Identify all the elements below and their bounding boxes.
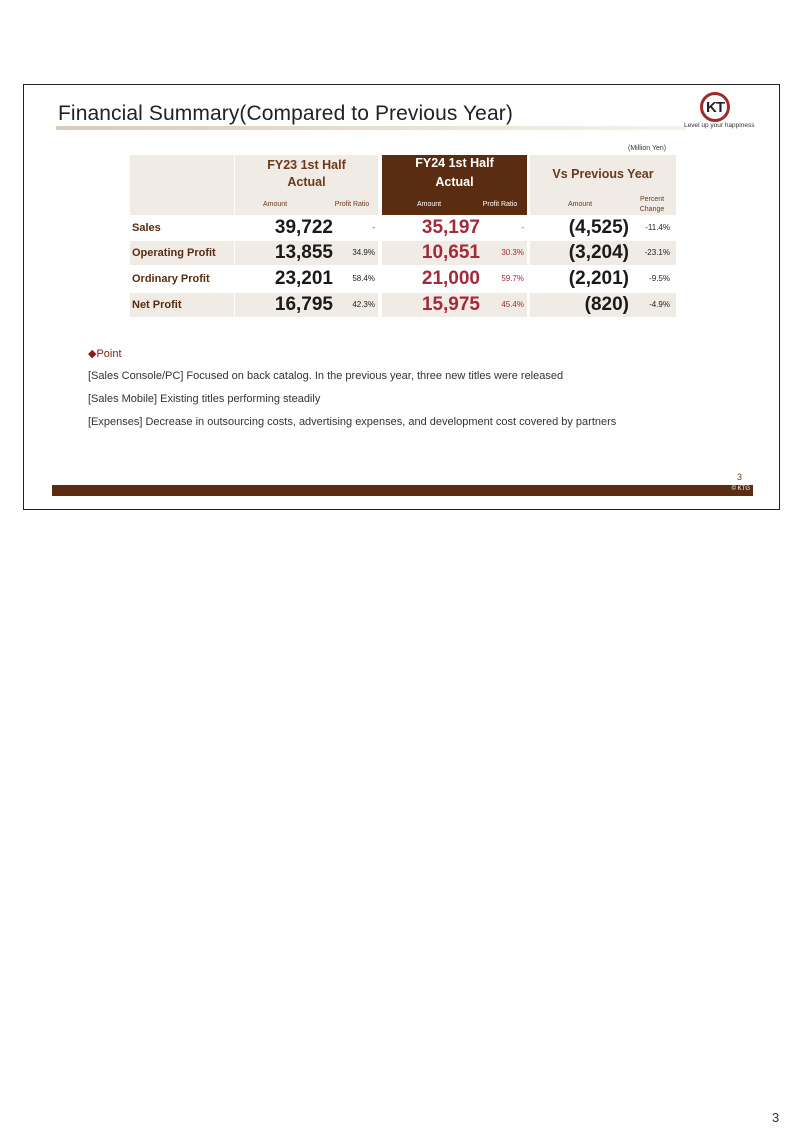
fy24-amount: 15,975 [421, 294, 480, 315]
fy23-amount: 39,722 [274, 217, 333, 238]
fy23-amount-header: Amount [262, 201, 288, 208]
vs-amount: (3,204) [568, 242, 629, 263]
slide-title: Financial Summary(Compared to Previous Year) [58, 102, 513, 125]
fy24-amount: 35,197 [421, 217, 480, 238]
vs-percent: -4.9% [649, 300, 670, 309]
vs-amount: (2,201) [568, 268, 629, 289]
point-line-expenses: [Expenses] Decrease in outsourcing costs, advertising expenses, and development cost covered by partners [88, 416, 617, 428]
fy23-ratio: - [372, 223, 375, 232]
vs-percent-header: Percent [639, 196, 665, 203]
fy24-ratio: 45.4% [501, 300, 524, 309]
fy23-title: FY23 1st Half [267, 158, 346, 172]
fy23-ratio: 34.9% [352, 248, 375, 257]
point-line-sales-mobile: [Sales Mobile] Existing titles performing steadily [88, 393, 321, 405]
fy24-ratio-header: Profit Ratio [482, 201, 518, 208]
copyright: © KTG [731, 486, 750, 492]
table-row [130, 216, 676, 240]
fy23-ratio: 58.4% [352, 274, 375, 283]
vs-change-header: Change [639, 206, 665, 213]
row-label: Operating Profit [132, 247, 216, 259]
header-blank [130, 155, 234, 215]
footer-bar [52, 485, 753, 496]
header-fy23 [235, 155, 378, 215]
vs-percent: -11.4% [645, 223, 670, 232]
fy24-amount-header: Amount [416, 201, 442, 208]
table-row [130, 241, 676, 265]
table-row [130, 293, 676, 317]
vs-percent: -9.5% [649, 274, 670, 283]
fy24-title: FY24 1st Half [415, 156, 494, 170]
fy24-ratio: - [521, 223, 524, 232]
header-vs [530, 155, 676, 215]
row-label: Ordinary Profit [132, 273, 210, 285]
title-underline [56, 126, 686, 130]
slide [23, 84, 780, 510]
fy23-amount: 23,201 [274, 268, 333, 289]
kt-logo-icon: KT [700, 92, 730, 122]
fy23-subtitle: Actual [287, 175, 326, 189]
fy23-ratio: 42.3% [352, 300, 375, 309]
fy24-ratio: 59.7% [501, 274, 524, 283]
table-row [130, 267, 676, 291]
fy23-ratio-header: Profit Ratio [334, 201, 370, 208]
unit-label: (Million Yen) [628, 145, 667, 152]
vs-title: Vs Previous Year [552, 167, 654, 181]
vs-amount-header: Amount [567, 201, 593, 208]
fy23-amount: 16,795 [274, 294, 333, 315]
row-label: Net Profit [132, 299, 182, 311]
slide-number: 3 [737, 472, 743, 482]
tagline: Level up your happiness [684, 122, 755, 129]
fy24-amount: 10,651 [421, 242, 480, 263]
vs-percent: -23.1% [644, 248, 670, 257]
row-label: Sales [132, 222, 161, 234]
fy23-amount: 13,855 [274, 242, 333, 263]
vs-amount: (4,525) [568, 217, 629, 238]
fy24-ratio: 30.3% [501, 248, 524, 257]
point-line-sales-console: [Sales Console/PC] Focused on back catalog. In the previous year, three new titles were released [88, 370, 564, 382]
point-heading: ◆Point [88, 348, 122, 360]
fy24-subtitle: Actual [435, 175, 474, 189]
page-number: 3 [772, 1110, 780, 1125]
fy24-amount: 21,000 [421, 268, 480, 289]
vs-amount: (820) [584, 294, 629, 315]
header-fy24 [382, 155, 527, 215]
